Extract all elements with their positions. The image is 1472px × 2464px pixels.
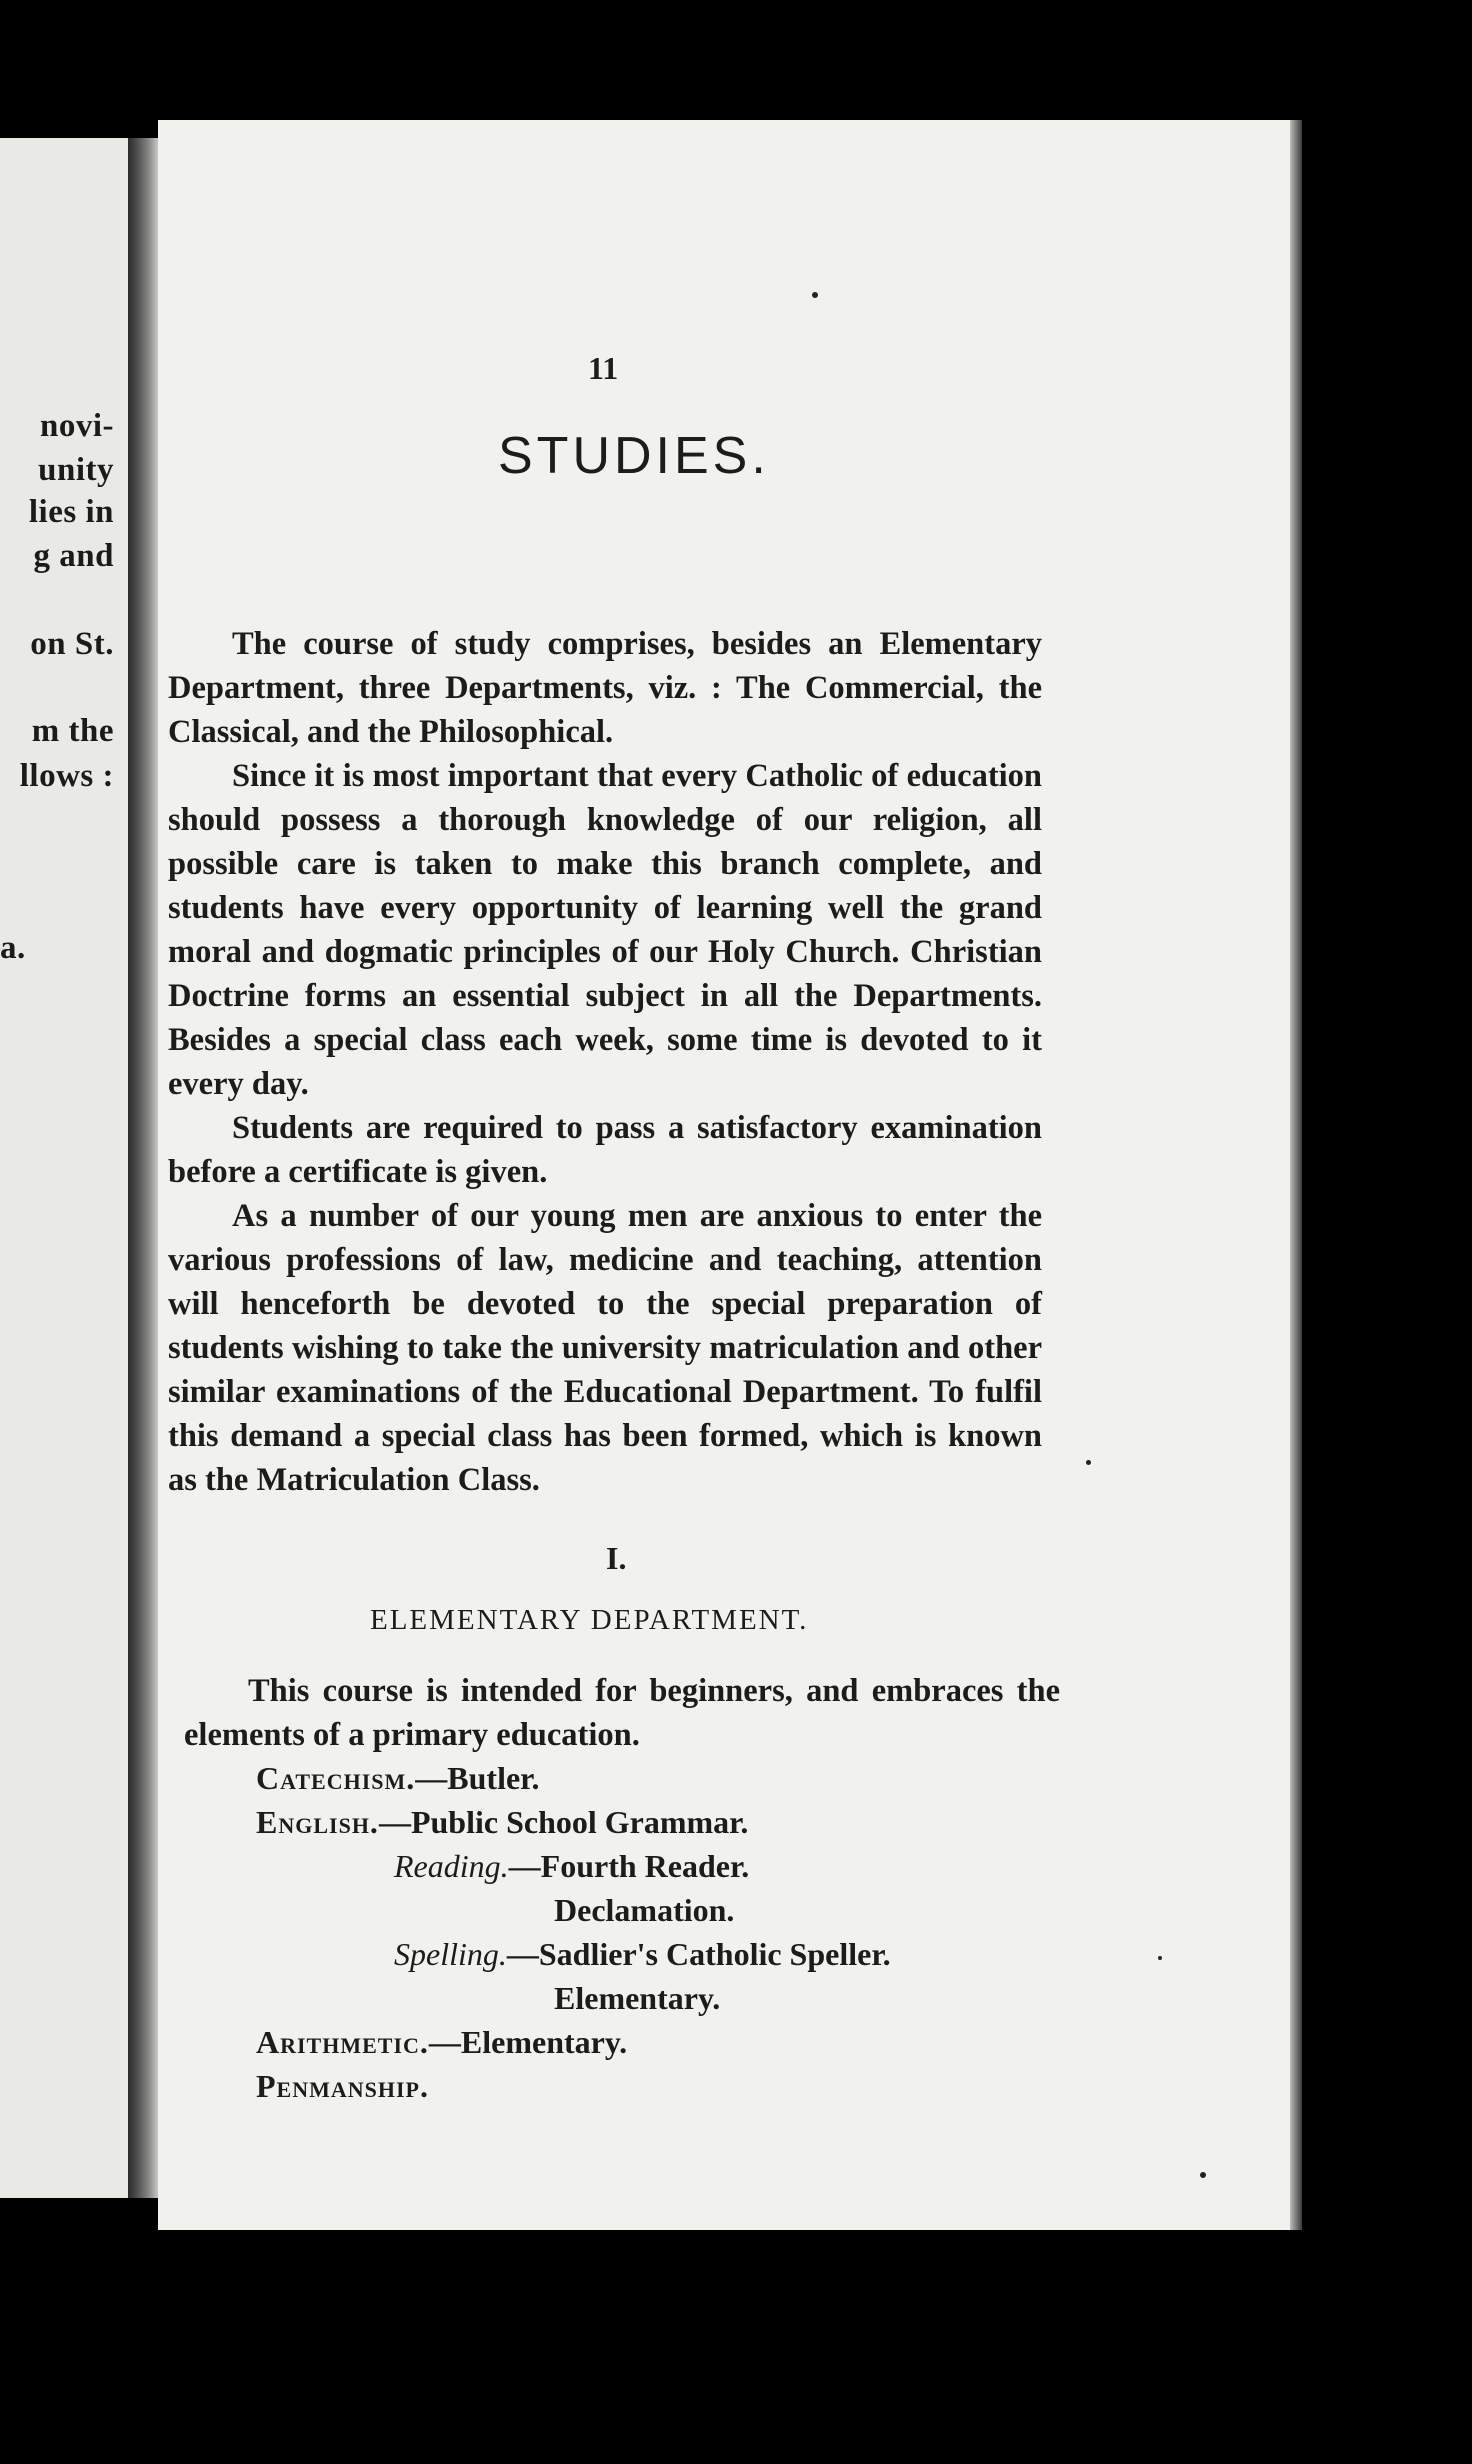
left-page-fragment: a. <box>0 930 26 966</box>
course-label: Arithmetic. <box>256 2024 429 2060</box>
scan-speck <box>1086 1460 1091 1465</box>
scan-speck <box>1158 1956 1162 1960</box>
left-page-fragment: lies in <box>28 494 114 530</box>
course-value: —Elementary. <box>428 2024 628 2060</box>
paragraph: Since it is most important that every Catholic of education should possess a thorough knowledge of our religion, all possible care is taken to make this branch complete, and students have every opportunity of learning well the grand moral and dogmatic principles of our Holy Church. Christian Doctrine forms an essential subject in all the Departments. Besides a special class each week, some time is devoted to it every day. <box>168 758 1042 1102</box>
left-facing-page <box>0 138 128 2198</box>
course-spelling <box>394 1936 891 1973</box>
left-page-fragment: llows : <box>19 758 114 794</box>
course-penmanship <box>256 2068 429 2105</box>
course-label: Catechism. <box>256 1760 416 1796</box>
course-label: Penmanship. <box>256 2068 429 2104</box>
course-english <box>256 1804 748 1841</box>
paragraph: The course of study comprises, besides an Elementary Department, three Departments, viz. : The Commercial, the Classical, and the Philosophical. <box>168 626 1042 750</box>
course-value: —Fourth Reader. <box>508 1848 750 1884</box>
left-page-fragment: on St. <box>30 626 114 662</box>
section-intro <box>184 1669 1060 1757</box>
page-edge <box>1290 120 1302 2230</box>
section-numeral: I. <box>606 1540 627 1576</box>
course-sublabel: Spelling. <box>394 1936 507 1972</box>
course-reading-extra: Declamation. <box>554 1892 735 1928</box>
course-label: English. <box>256 1804 379 1840</box>
scan-speck <box>1200 2172 1206 2178</box>
book-gutter <box>128 138 158 2198</box>
course-value: —Public School Grammar. <box>378 1804 749 1840</box>
left-page-fragment: m the <box>31 713 114 749</box>
paragraph: As a number of our young men are anxious to enter the various professions of law, medicine and teaching, attention will henceforth be devoted to the special preparation of students wishing to take the university matriculation and other similar examinations of the Educational Department. To fulfil this demand a special class has been formed, which is known as the Matriculation Class. <box>168 1198 1042 1498</box>
left-page-fragment: g and <box>33 538 114 574</box>
course-value: —Sadlier's Catholic Speller. <box>506 1936 891 1972</box>
course-value: —Butler. <box>415 1760 540 1796</box>
left-page-fragment: unity <box>38 452 114 488</box>
book-page <box>158 120 1290 2230</box>
left-page-fragment: novi- <box>39 408 114 444</box>
intro-paragraph: This course is intended for beginners, and embraces the elements of a primary education. <box>184 1673 1060 1753</box>
course-arithmetic <box>256 2024 627 2061</box>
page-number: 11 <box>588 350 619 386</box>
course-sublabel: Reading. <box>394 1848 509 1884</box>
paragraph: Students are required to pass a satisfactory examination before a certificate is given. <box>168 1110 1042 1190</box>
body-text <box>168 622 1042 1502</box>
scan-speck <box>812 292 818 298</box>
course-catechism <box>256 1760 539 1797</box>
section-title: ELEMENTARY DEPARTMENT. <box>370 1604 809 1636</box>
course-spelling-extra: Elementary. <box>554 1980 721 2016</box>
page-title: STUDIES. <box>498 427 770 485</box>
course-reading <box>394 1848 749 1885</box>
